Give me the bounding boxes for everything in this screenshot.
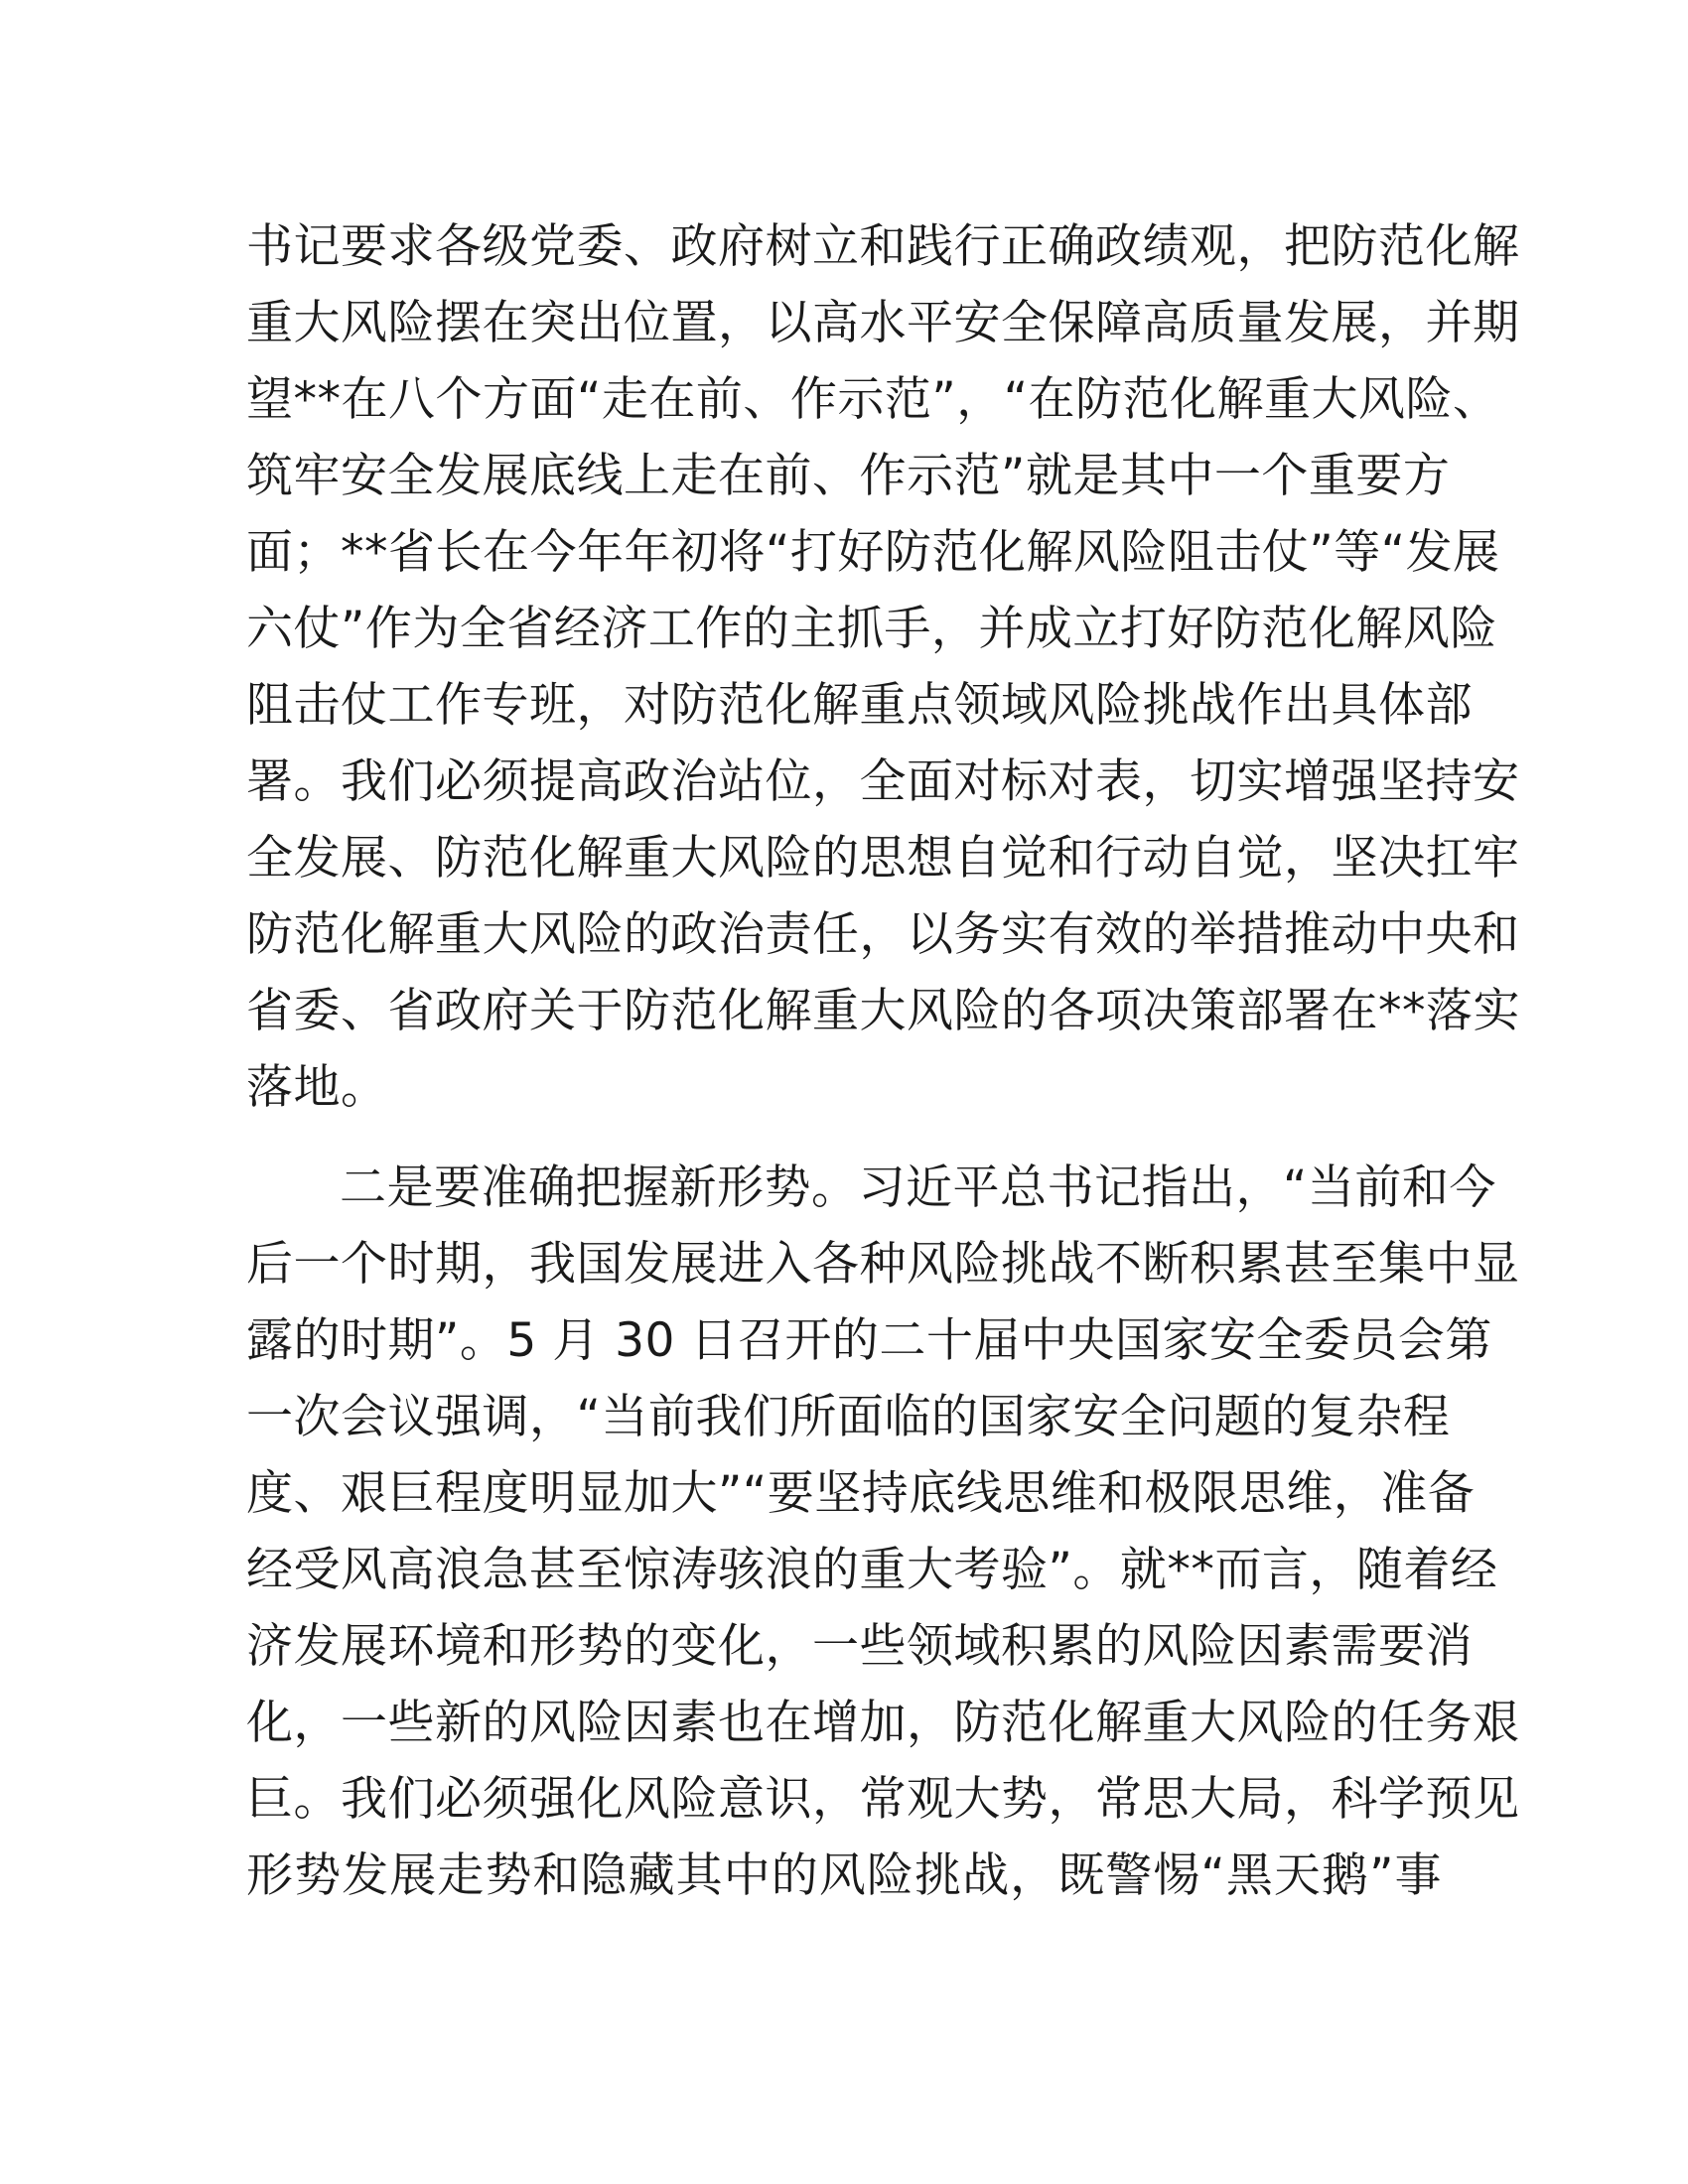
text-line: 化，一些新的风险因素也在增加，防范化解重大风险的任务艰 bbox=[246, 1696, 1520, 1750]
text-line: 面；**省长在今年年初将“打好防范化解风险阻击仗”等“发展 bbox=[246, 525, 1500, 580]
text-line: 经受风高浪急甚至惊涛骇浪的重大考验”。就**而言，随着经 bbox=[246, 1543, 1498, 1597]
text-line: 济发展环境和形势的变化，一些领域积累的风险因素需要消 bbox=[246, 1619, 1473, 1674]
text-line: 露的时期”。5 月 30 日召开的二十届中央国家安全委员会第 bbox=[246, 1313, 1492, 1368]
paragraph-2 bbox=[246, 1150, 1520, 1914]
text-line: 署。我们必须提高政治站位，全面对标对表，切实增强坚持安 bbox=[246, 754, 1520, 809]
text-line: 防范化解重大风险的政治责任，以务实有效的举措推动中央和 bbox=[246, 907, 1520, 962]
text-line: 二是要准确把握新形势。习近平总书记指出，“当前和今 bbox=[340, 1160, 1496, 1215]
text-line: 筑牢安全发展底线上走在前、作示范”就是其中一个重要方 bbox=[246, 449, 1451, 503]
text-line: 一次会议强调，“当前我们所面临的国家安全问题的复杂程 bbox=[246, 1390, 1451, 1444]
text-line: 全发展、防范化解重大风险的思想自觉和行动自觉，坚决扛牢 bbox=[246, 831, 1520, 886]
text-line: 省委、省政府关于防范化解重大风险的各项决策部署在**落实 bbox=[246, 984, 1520, 1038]
text-line: 重大风险摆在突出位置，以高水平安全保障高质量发展，并期 bbox=[246, 296, 1520, 350]
text-line: 形势发展走势和隐藏其中的风险挑战，既警惕“黑天鹅”事 bbox=[246, 1848, 1442, 1903]
paragraph-1 bbox=[246, 208, 1520, 1126]
text-line: 落地。 bbox=[246, 1060, 388, 1115]
text-line: 望**在八个方面“走在前、作示范”，“在防范化解重大风险、 bbox=[246, 372, 1500, 427]
document-body bbox=[246, 208, 1520, 1914]
text-line: 度、艰巨程度明显加大”“要坚持底线思维和极限思维，准备 bbox=[246, 1466, 1476, 1521]
text-line: 阻击仗工作专班，对防范化解重点领域风险挑战作出具体部 bbox=[246, 678, 1473, 733]
text-line: 后一个时期，我国发展进入各种风险挑战不断积累甚至集中显 bbox=[246, 1237, 1520, 1292]
paragraph-spacer bbox=[246, 1126, 1442, 1150]
text-line: 巨。我们必须强化风险意识，常观大势，常思大局，科学预见 bbox=[246, 1772, 1520, 1827]
text-line: 六仗”作为全省经济工作的主抓手，并成立打好防范化解风险 bbox=[246, 602, 1497, 656]
text-line: 书记要求各级党委、政府树立和践行正确政绩观，把防范化解 bbox=[246, 219, 1520, 274]
